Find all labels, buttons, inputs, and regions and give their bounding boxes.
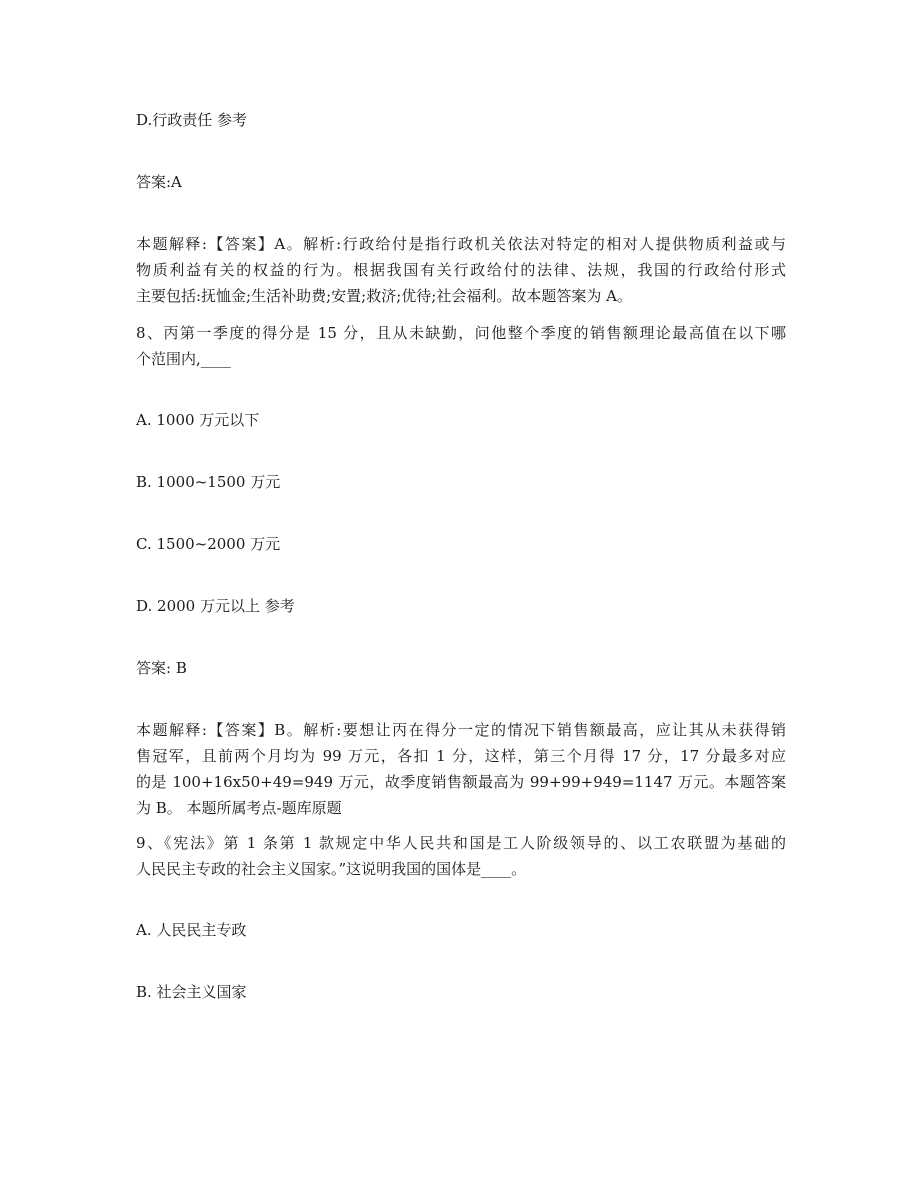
q8-option-d: D. 2000 万元以上 参考 [136, 597, 295, 615]
q9-option-b: B. 社会主义国家 [136, 983, 247, 1001]
question-8 [136, 320, 786, 372]
q8-explanation [136, 717, 786, 821]
q8-explanation-line-4: 为 B。 本题所属考点-题库原题 [136, 799, 342, 817]
q8-option-b: B. 1000~1500 万元 [136, 473, 281, 491]
q8-option-c: C. 1500~2000 万元 [136, 535, 281, 553]
question-9-line-2: 人民民主专政的社会主义国家。”这说明我国的国体是____。 [136, 860, 527, 878]
question-8-line-1: 8、丙第一季度的得分是 15 分，且从未缺勤，问他整个季度的销售额理论最高值在以下哪 [136, 324, 786, 342]
q8-explanation-line-1: 本题解释:【答案】B。解析:要想让丙在得分一定的情况下销售额最高，应让其从未获得销 [136, 721, 786, 739]
prev-explanation-line-3: 主要包括:抚恤金;生活补助费;安置;救济;优待;社会福利。故本题答案为 A。 [136, 287, 632, 305]
prev-option-d: D.行政责任 参考 [136, 111, 248, 129]
prev-explanation-line-1: 本题解释:【答案】A。解析:行政给付是指行政机关依法对特定的相对人提供物质利益或与 [136, 235, 786, 253]
question-8-line-2: 个范围内,____ [136, 350, 231, 368]
question-9 [136, 830, 786, 882]
q8-explanation-line-2: 售冠军，且前两个月均为 99 万元，各扣 1 分，这样，第三个月得 17 分，17 分最多对应 [136, 747, 786, 765]
prev-answer: 答案:A [136, 173, 182, 191]
q8-answer: 答案: B [136, 659, 187, 677]
q8-option-a: A. 1000 万元以下 [136, 411, 260, 429]
q8-explanation-line-3: 的是 100+16x50+49=949 万元，故季度销售额最高为 99+99+949=1147 万元。本题答案 [136, 773, 786, 791]
prev-explanation-line-2: 物质利益有关的权益的行为。根据我国有关行政给付的法律、法规，我国的行政给付形式 [136, 261, 786, 279]
question-9-line-1: 9、《宪法》第 1 条第 1 款规定中华人民共和国是工人阶级领导的、以工农联盟为基础的 [136, 834, 786, 852]
q9-option-a: A. 人民民主专政 [136, 921, 247, 939]
prev-explanation [136, 231, 786, 309]
